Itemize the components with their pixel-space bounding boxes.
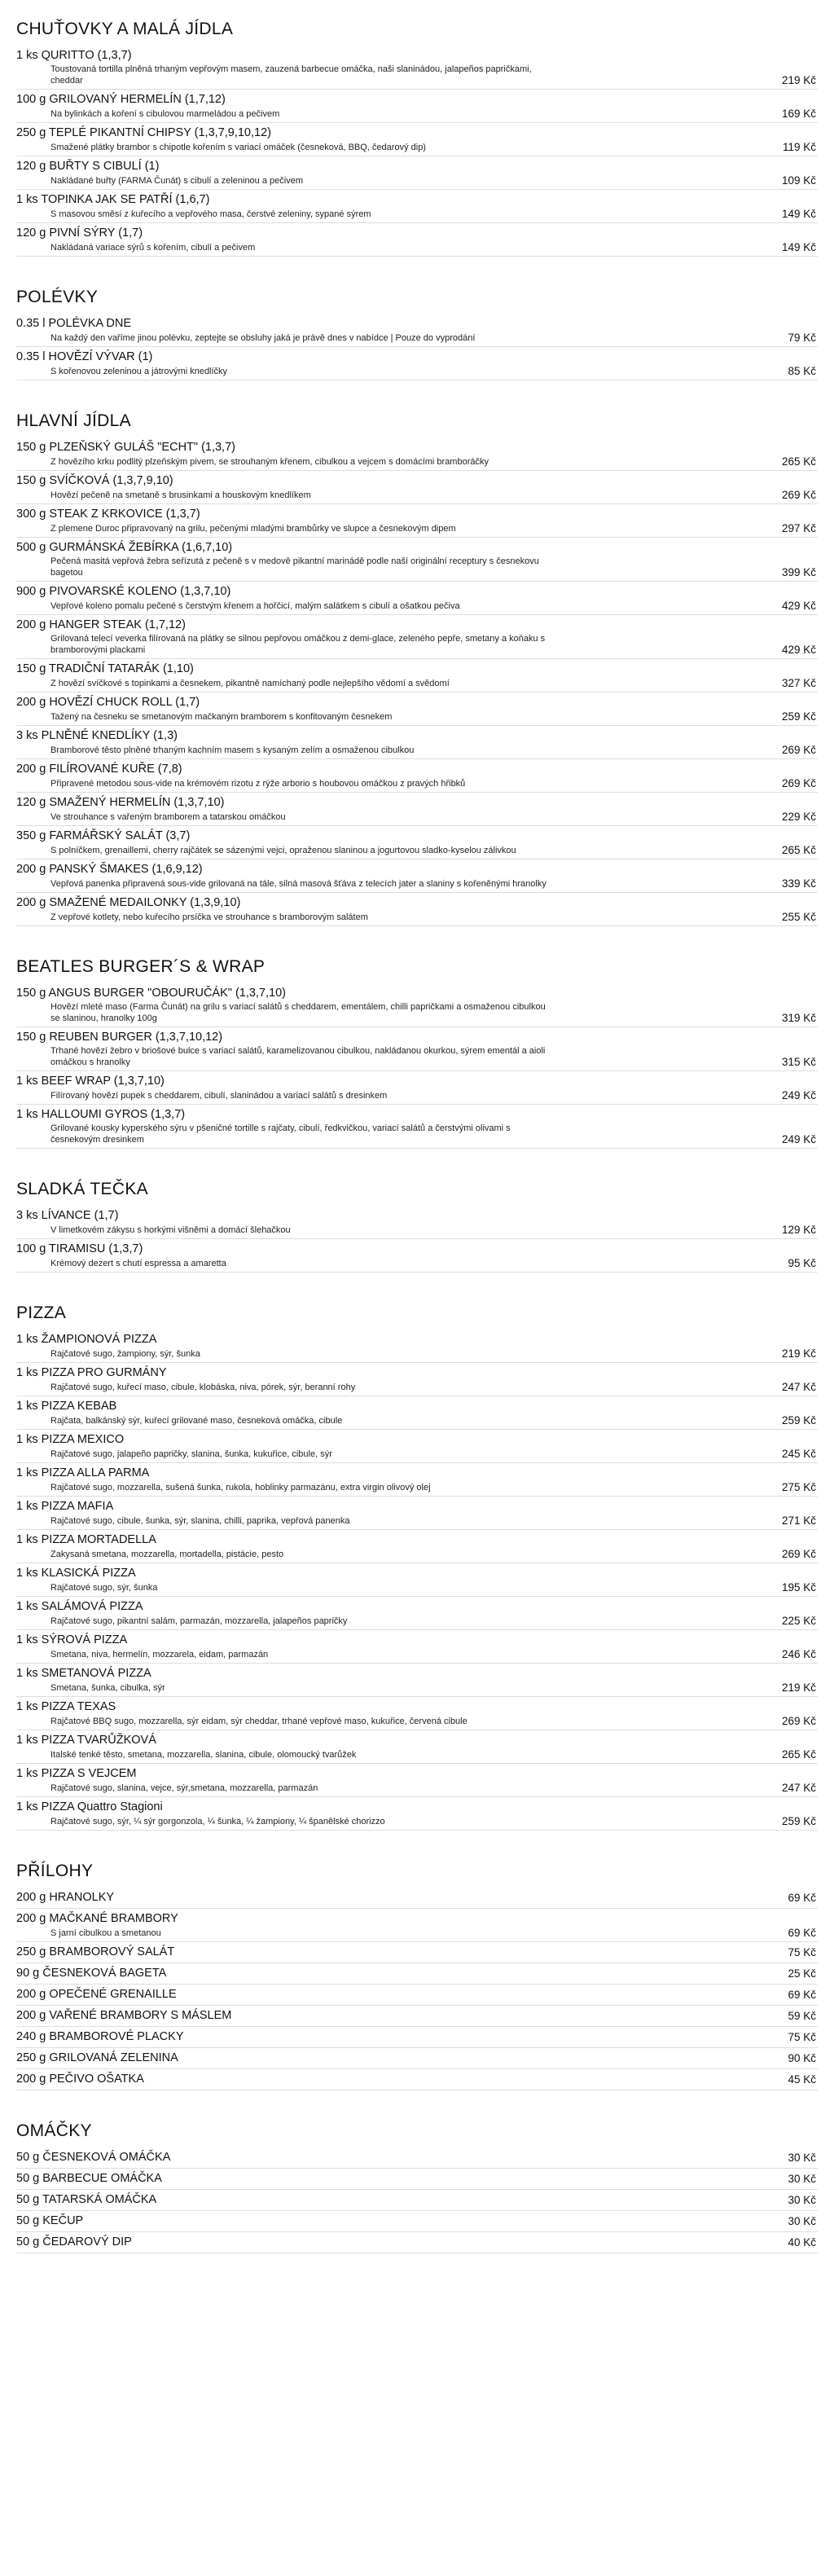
item-price: 247 Kč — [781, 1381, 816, 1393]
item-row — [16, 2213, 818, 2229]
item-description: Rajčatové BBQ sugo, mozzarella, sýr eidam, sýr cheddar, trhané vepřové maso, kukuřice, červená cibule — [50, 1717, 467, 1726]
item-description: Filírovaný hovězí pupek s cheddarem, cibulí, slaninádou a variací salátů s dresinkem — [50, 1091, 388, 1101]
item-row — [16, 1889, 818, 1906]
item-name: 1 ks SMETANOVÁ PIZZA — [16, 1667, 151, 1680]
item-name: 200 g MAČKANÉ BRAMBORY — [16, 1912, 178, 1925]
item-row — [16, 1257, 818, 1269]
item-name: 350 g FARMÁŘSKÝ SALÁT (3,7) — [16, 829, 191, 842]
menu-item — [16, 1730, 818, 1764]
item-price: 25 Kč — [788, 1967, 816, 1980]
item-row — [16, 2170, 818, 2187]
item-row — [16, 108, 818, 120]
menu-item — [16, 471, 818, 504]
item-description: Na bylinkách a koření s cibulovou marmeládou a pečivem — [50, 109, 280, 119]
item-description: Rajčatové sugo, sýr, šunka — [50, 1583, 158, 1593]
item-name: 3 ks LÍVANCE (1,7) — [16, 1209, 119, 1222]
item-name: 1 ks HALLOUMI GYROS (1,3,7) — [16, 1108, 186, 1121]
item-price: 219 Kč — [781, 1347, 816, 1360]
item-name: 150 g REUBEN BURGER (1,3,7,10,12) — [16, 1031, 223, 1044]
menu-item — [16, 1530, 818, 1563]
item-description: Ve strouhance s vařeným bramborem a tatarskou omáčkou — [50, 812, 286, 822]
item-row — [16, 877, 818, 890]
menu-section — [16, 1862, 818, 2090]
item-name: 200 g VAŘENÉ BRAMBORY S MÁSLEM — [16, 2009, 232, 2022]
item-description: Hovězí mleté maso (Farma Čunát) na grilu s variací salátů s cheddarem, ementálem, chilli papričkami a osmaženou cibulkou se slaninou, hranolky 100g — [50, 1002, 546, 1023]
item-name: 1 ks PIZZA ALLA PARMA — [16, 1466, 150, 1479]
item-description: Tažený na česneku se smetanovým mačkaným bramborem s konfitovaným česnekem — [50, 712, 393, 722]
menu-item — [16, 1071, 818, 1105]
item-price: 247 Kč — [781, 1782, 816, 1794]
menu-item — [16, 1105, 818, 1149]
item-description: Rajčata, balkánský sýr, kuřecí grilované maso, česneková omáčka, cibule — [50, 1416, 343, 1426]
item-row — [16, 174, 818, 187]
item-name: 1 ks SALÁMOVÁ PIZZA — [16, 1600, 143, 1613]
item-name: 1 ks PIZZA S VEJCEM — [16, 1767, 137, 1780]
item-price: 269 Kč — [781, 489, 816, 501]
item-price: 269 Kč — [781, 777, 816, 789]
item-name: 50 g KEČUP — [16, 2214, 84, 2227]
item-row — [16, 744, 818, 756]
menu-section — [16, 288, 818, 380]
item-description: Hovězí pečeně na smetaně s brusinkami a houskovým knedlíkem — [50, 490, 311, 500]
item-name: 100 g TIRAMISU (1,3,7) — [16, 1242, 143, 1255]
item-description: Krémový dezert s chutí espressa a amaretta — [50, 1259, 226, 1268]
item-row — [16, 241, 818, 253]
item-row — [16, 1548, 818, 1560]
menu-item — [16, 759, 818, 793]
item-name: 200 g OPEČENÉ GRENAILLE — [16, 1988, 177, 2001]
item-price: 79 Kč — [788, 332, 816, 344]
item-price: 95 Kč — [788, 1257, 816, 1269]
item-name: 200 g HRANOLKY — [16, 1891, 115, 1904]
item-description: Rajčatové sugo, žampiony, sýr, šunka — [50, 1349, 200, 1359]
item-name: 50 g BARBECUE OMÁČKA — [16, 2172, 162, 2185]
item-name: 120 g SMAŽENÝ HERMELÍN (1,3,7,10) — [16, 796, 225, 809]
menu-item — [16, 2006, 818, 2027]
item-row — [16, 141, 818, 153]
item-row — [16, 1001, 818, 1024]
item-name: 120 g BUŘTY S CIBULÍ (1) — [16, 160, 160, 173]
item-price: 275 Kč — [781, 1481, 816, 1493]
menu-item — [16, 692, 818, 726]
item-price: 69 Kč — [788, 1988, 816, 2001]
item-price: 90 Kč — [788, 2051, 816, 2064]
item-name: 1 ks PIZZA PRO GURMÁNY — [16, 1366, 167, 1379]
menu-item — [16, 1430, 818, 1463]
item-description: Nakládaná variace sýrů s kořením, cibulí a pečivem — [50, 243, 256, 253]
item-description: S jarní cibulkou a smetanou — [50, 1928, 161, 1938]
item-row — [16, 600, 818, 612]
item-description: Zakysaná smetana, mozzarella, mortadella, pistácie, pesto — [50, 1550, 284, 1559]
item-row — [16, 1581, 818, 1594]
item-name: 200 g FILÍROVANÉ KUŘE (7,8) — [16, 763, 182, 776]
item-name: 1 ks ŽAMPIONOVÁ PIZZA — [16, 1333, 157, 1346]
menu-item — [16, 1764, 818, 1797]
item-price: 269 Kč — [781, 744, 816, 756]
item-name: 150 g PLZEŇSKÝ GULÁŠ "ECHT" (1,3,7) — [16, 441, 235, 454]
item-name: 200 g HANGER STEAK (1,7,12) — [16, 618, 186, 631]
item-description: Rajčatové sugo, jalapeño papričky, slanina, šunka, kukuřice, cibule, sýr — [50, 1449, 332, 1459]
item-price: 269 Kč — [781, 1715, 816, 1727]
menu-section — [16, 1180, 818, 1273]
item-price: 429 Kč — [781, 644, 816, 656]
item-row — [16, 1481, 818, 1493]
item-row — [16, 2029, 818, 2045]
item-name: 50 g ČESNEKOVÁ OMÁČKA — [16, 2151, 171, 2164]
menu-item — [16, 2169, 818, 2190]
item-price: 339 Kč — [781, 877, 816, 890]
item-price: 149 Kč — [781, 241, 816, 253]
item-name: 900 g PIVOVARSKÉ KOLENO (1,3,7,10) — [16, 585, 231, 598]
menu-item — [16, 1664, 818, 1697]
item-name: 250 g BRAMBOROVÝ SALÁT — [16, 1945, 175, 1958]
item-name: 0.35 l HOVĚZÍ VÝVAR (1) — [16, 350, 153, 363]
item-description: S masovou směsí z kuřecího a vepřového masa, čerstvé zeleniny, sypané sýrem — [50, 209, 371, 219]
menu-item — [16, 1985, 818, 2006]
item-description: Toustovaná tortilla plněná trhaným vepřovým masem, zauzená barbecue omáčka, naši slaninádou, jalapeños papričkami, cheddar — [50, 64, 532, 86]
item-row — [16, 1381, 818, 1393]
menu-item — [16, 893, 818, 926]
menu-item — [16, 1206, 818, 1239]
item-price: 30 Kč — [788, 2151, 816, 2164]
menu-item — [16, 2211, 818, 2232]
item-price: 269 Kč — [781, 1548, 816, 1560]
item-description: Grilovaná telecí veverka filírovaná na plátky se silnou pepřovou omáčkou z demi-glace, zeleného pepře, smetany a koňaku s bramborovými plackami — [50, 634, 546, 655]
item-name: 300 g STEAK Z KRKOVICE (1,3,7) — [16, 508, 200, 521]
item-price: 129 Kč — [781, 1224, 816, 1236]
menu-item — [16, 1563, 818, 1597]
item-name: 150 g ANGUS BURGER "OBOURUČÁK" (1,3,7,10) — [16, 987, 287, 1000]
menu-item — [16, 859, 818, 893]
item-price: 399 Kč — [781, 566, 816, 578]
item-row — [16, 1681, 818, 1694]
menu-item — [16, 223, 818, 257]
item-row — [16, 1089, 818, 1101]
item-row — [16, 556, 818, 578]
menu-item — [16, 2147, 818, 2169]
item-price: 75 Kč — [788, 1945, 816, 1958]
item-name: 1 ks SÝROVÁ PIZZA — [16, 1633, 128, 1646]
item-row — [16, 1123, 818, 1145]
item-row — [16, 1965, 818, 1981]
item-name: 200 g HOVĚZÍ CHUCK ROLL (1,7) — [16, 696, 200, 709]
menu-item — [16, 2027, 818, 2048]
item-price: 75 Kč — [788, 2030, 816, 2043]
item-description: Rajčatové sugo, pikantní salám, parmazán, mozzarella, jalapeños papričky — [50, 1616, 348, 1626]
item-price: 246 Kč — [781, 1648, 816, 1660]
item-price: 30 Kč — [788, 2214, 816, 2227]
item-description: Smažené plátky brambor s chipotle kořením s variací omáček (česneková, BBQ, čedarový dip) — [50, 143, 426, 152]
item-name: 200 g PEČIVO OŠATKA — [16, 2073, 144, 2086]
item-name: 150 g SVÍČKOVÁ (1,3,7,9,10) — [16, 474, 173, 487]
menu-item — [16, 2232, 818, 2253]
menu-item — [16, 347, 818, 380]
menu-item — [16, 1963, 818, 1985]
item-row — [16, 811, 818, 823]
item-name: 200 g PANSKÝ ŠMAKES (1,6,9,12) — [16, 863, 203, 876]
item-row — [16, 64, 818, 86]
item-price: 30 Kč — [788, 2193, 816, 2206]
item-name: 50 g TATARSKÁ OMÁČKA — [16, 2193, 157, 2206]
menu-item — [16, 1597, 818, 1630]
item-name: 150 g TRADIČNÍ TATARÁK (1,10) — [16, 662, 194, 675]
item-row — [16, 2071, 818, 2087]
item-description: Připravené metodou sous-vide na krémovém rizotu z rýže arborio s houbovou omáčkou z pravých hřibků — [50, 779, 466, 789]
item-row — [16, 2149, 818, 2165]
item-row — [16, 208, 818, 220]
item-row — [16, 332, 818, 344]
item-row — [16, 1944, 818, 1960]
item-description: Rajčatové sugo, kuřecí maso, cibule, klobáska, niva, pórek, sýr, beranní rohy — [50, 1383, 356, 1392]
item-row — [16, 1514, 818, 1527]
menu-item — [16, 1942, 818, 1963]
menu-item — [16, 2190, 818, 2211]
item-row — [16, 365, 818, 377]
item-name: 0.35 l POLÉVKA DNE — [16, 317, 132, 330]
menu-item — [16, 1027, 818, 1071]
item-price: 225 Kč — [781, 1615, 816, 1627]
item-name: 50 g ČEDAROVÝ DIP — [16, 2235, 132, 2249]
item-name: 1 ks PIZZA KEBAB — [16, 1400, 117, 1413]
item-description: Trhané hovězí žebro v briošové bulce s variací salátů, karamelizovanou cibulkou, nakládanou okurkou, sýrem ementál a aioli omáčkou s hranolky — [50, 1046, 546, 1067]
item-price: 109 Kč — [781, 174, 816, 187]
item-row — [16, 1782, 818, 1794]
menu-item — [16, 314, 818, 347]
item-row — [16, 1815, 818, 1827]
item-row — [16, 1715, 818, 1727]
item-row — [16, 633, 818, 656]
item-price: 219 Kč — [781, 74, 816, 86]
item-description: Smetana, šunka, cibulka, sýr — [50, 1683, 165, 1693]
item-description: Z hovězí svíčkové s topinkami a česnekem, pikantně namíchaný podle nejlepšího vědomí a svědomí — [50, 679, 450, 688]
menu-item — [16, 659, 818, 692]
menu-item — [16, 504, 818, 538]
item-name: 1 ks TOPINKA JAK SE PATŘÍ (1,6,7) — [16, 193, 210, 206]
item-row — [16, 911, 818, 923]
item-description: Na každý den vaříme jinou polévku, zeptejte se obsluhy jaká je právě dnes v nabídce | Pouze do vyprodání — [50, 333, 476, 343]
section-title: OMÁČKY — [16, 2121, 92, 2140]
menu-item — [16, 1363, 818, 1396]
item-row — [16, 844, 818, 856]
item-description: Z plemene Duroc připravovaný na grilu, pečenými mladými brambůrky ve slupce a česnekovým dipem — [50, 524, 456, 534]
menu-item — [16, 1330, 818, 1363]
item-name: 1 ks PIZZA Quattro Stagioni — [16, 1800, 163, 1813]
item-price: 255 Kč — [781, 911, 816, 923]
item-row — [16, 1448, 818, 1460]
item-price: 85 Kč — [788, 365, 816, 377]
item-name: 240 g BRAMBOROVÉ PLACKY — [16, 2030, 184, 2043]
menu-item — [16, 1909, 818, 1942]
menu-section — [16, 1303, 818, 1831]
item-name: 1 ks KLASICKÁ PIZZA — [16, 1567, 136, 1580]
item-name: 1 ks PIZZA MAFIA — [16, 1500, 114, 1513]
item-row — [16, 1414, 818, 1426]
menu-item — [16, 90, 818, 123]
item-price: 119 Kč — [782, 141, 816, 153]
item-price: 315 Kč — [781, 1056, 816, 1068]
item-name: 120 g PIVNÍ SÝRY (1,7) — [16, 226, 143, 240]
item-price: 45 Kč — [788, 2073, 816, 2086]
menu-item — [16, 615, 818, 659]
menu-section — [16, 20, 818, 257]
menu-section — [16, 2121, 818, 2253]
menu-item — [16, 1630, 818, 1664]
section-title: BEATLES BURGER´S & WRAP — [16, 957, 266, 976]
item-description: S polníčkem, grenaillemi, cherry rajčátek se sázenými vejci, opraženou slaninou a jogurtovou sladko-kyselou zálivkou — [50, 846, 516, 855]
item-description: Z vepřové kotlety, nebo kuřecího prsíčka ve strouhance s bramborovým salátem — [50, 912, 368, 922]
menu-section — [16, 957, 818, 1149]
item-description: Rajčatové sugo, slanina, vejce, sýr,smetana, mozzarella, parmazán — [50, 1783, 318, 1793]
section-title: CHUŤOVKY A MALÁ JÍDLA — [16, 20, 234, 38]
menu-item — [16, 46, 818, 90]
item-description: Smetana, niva, hermelín, mozzarela, eidam, parmazán — [50, 1650, 269, 1659]
section-title: HLAVNÍ JÍDLA — [16, 411, 131, 430]
item-name: 100 g GRILOVANÝ HERMELÍN (1,7,12) — [16, 93, 226, 106]
item-description: V limetkovém zákysu s horkými višněmi a domácí šlehačkou — [50, 1225, 291, 1235]
item-price: 259 Kč — [781, 710, 816, 723]
item-price: 169 Kč — [781, 108, 816, 120]
menu-item — [16, 1396, 818, 1430]
item-price: 229 Kč — [781, 811, 816, 823]
item-row — [16, 710, 818, 723]
menu-item — [16, 2048, 818, 2069]
item-row — [16, 1748, 818, 1761]
item-price: 59 Kč — [788, 2009, 816, 2022]
menu-item — [16, 437, 818, 471]
section-title: POLÉVKY — [16, 288, 99, 306]
item-price: 297 Kč — [781, 522, 816, 534]
item-row — [16, 1045, 818, 1068]
item-row — [16, 489, 818, 501]
item-name: 250 g TEPLÉ PIKANTNÍ CHIPSY (1,3,7,9,10,12) — [16, 126, 271, 139]
item-description: Nakládané buřty (FARMA Čunát) s cibulí a zeleninou a pečivem — [50, 176, 303, 186]
item-description: Bramborové těsto plněné trhaným kachním masem s kysaným zelím a osmaženou cibulkou — [50, 745, 415, 755]
menu-item — [16, 538, 818, 582]
section-title: PIZZA — [16, 1303, 67, 1322]
item-price: 259 Kč — [781, 1815, 816, 1827]
item-description: Rajčatové sugo, cibule, šunka, sýr, slanina, chilli, paprika, vepřová panenka — [50, 1516, 350, 1526]
item-price: 40 Kč — [788, 2235, 816, 2249]
item-name: 1 ks PIZZA TEXAS — [16, 1700, 116, 1713]
item-row — [16, 1224, 818, 1236]
item-price: 429 Kč — [781, 600, 816, 612]
menu-item — [16, 1463, 818, 1497]
item-price: 265 Kč — [781, 844, 816, 856]
item-name: 250 g GRILOVANÁ ZELENINA — [16, 2051, 178, 2064]
menu-item — [16, 1497, 818, 1530]
item-row — [16, 2234, 818, 2250]
menu-section — [16, 411, 818, 926]
item-description: S kořenovou zeleninou a játrovými knedlíčky — [50, 367, 228, 376]
item-price: 219 Kč — [781, 1681, 816, 1694]
item-price: 195 Kč — [781, 1581, 816, 1594]
item-name: 90 g ČESNEKOVÁ BAGETA — [16, 1967, 167, 1980]
menu-item — [16, 582, 818, 615]
section-title: SLADKÁ TEČKA — [16, 1180, 148, 1198]
item-row — [16, 1648, 818, 1660]
item-row — [16, 1615, 818, 1627]
item-name: 1 ks PIZZA MORTADELLA — [16, 1533, 156, 1546]
item-price: 249 Kč — [781, 1089, 816, 1101]
item-name: 1 ks BEEF WRAP (1,3,7,10) — [16, 1075, 165, 1088]
item-description: Vepřové koleno pomalu pečené s čerstvým křenem a hořčicí, malým salátkem s cibulí a ošatkou pečiva — [50, 601, 460, 611]
menu-item — [16, 1697, 818, 1730]
item-description: Rajčatové sugo, mozzarella, sušená šunka, rukola, hoblinky parmazánu, extra virgin olivový olej — [50, 1483, 431, 1492]
item-name: 3 ks PLNĚNÉ KNEDLÍKY (1,3) — [16, 729, 178, 742]
item-row — [16, 2050, 818, 2066]
item-description: Pečená masitá vepřová žebra seřízutá z pečeně s v medově pikantní marinádě podle naší originální receptury s česnekovu bagetou — [50, 556, 539, 578]
item-name: 200 g SMAŽENÉ MEDAILONKY (1,3,9,10) — [16, 896, 241, 909]
menu-item — [16, 2069, 818, 2090]
item-price: 265 Kč — [781, 455, 816, 468]
item-name: 500 g GURMÁNSKÁ ŽEBÍRKA (1,6,7,10) — [16, 541, 233, 554]
item-description: Italské tenké těsto, smetana, mozzarella, slanina, cibule, olomoucký tvarůžek — [50, 1750, 357, 1760]
item-price: 319 Kč — [781, 1012, 816, 1024]
item-description: Z hovězího krku podlitý plzeňským pivem, se strouhaným křenem, cibulkou a vejcem s domácími bramboráčky — [50, 457, 489, 467]
item-price: 69 Kč — [788, 1891, 816, 1904]
item-price: 259 Kč — [781, 1414, 816, 1426]
item-row — [16, 777, 818, 789]
item-price: 149 Kč — [781, 208, 816, 220]
menu-item — [16, 983, 818, 1027]
item-description: Vepřová panenka připravená sous-vide grilovaná na tále, silná masová šťáva z telecích jater a slaniny s kořeněnými hranolky — [50, 879, 546, 889]
item-price: 271 Kč — [781, 1514, 816, 1527]
item-row — [16, 677, 818, 689]
item-price: 245 Kč — [781, 1448, 816, 1460]
item-name: 1 ks PIZZA TVARŮŽKOVÁ — [16, 1734, 156, 1747]
menu-item — [16, 826, 818, 859]
item-row — [16, 1927, 818, 1939]
item-row — [16, 1347, 818, 1360]
item-price: 69 Kč — [788, 1927, 816, 1939]
item-price: 249 Kč — [781, 1133, 816, 1145]
item-description: Rajčatové sugo, sýr, ¼ sýr gorgonzola, ¼ šunka, ¼ žampiony, ¼ španělské chorizzo — [50, 1817, 385, 1826]
menu-item — [16, 1797, 818, 1831]
menu-item — [16, 1239, 818, 1273]
item-price: 327 Kč — [781, 677, 816, 689]
item-row — [16, 2191, 818, 2208]
item-row — [16, 455, 818, 468]
item-price: 30 Kč — [788, 2172, 816, 2185]
menu-item — [16, 726, 818, 759]
item-name: 1 ks PIZZA MEXICO — [16, 1433, 125, 1446]
item-row — [16, 522, 818, 534]
menu-item — [16, 1888, 818, 1909]
menu-item — [16, 123, 818, 156]
item-row — [16, 2007, 818, 2024]
section-title: PŘÍLOHY — [16, 1862, 94, 1880]
menu-item — [16, 190, 818, 223]
menu-item — [16, 793, 818, 826]
item-price: 265 Kč — [781, 1748, 816, 1761]
item-name: 1 ks QURITTO (1,3,7) — [16, 49, 132, 62]
item-description: Grilované kousky kyperského sýru v pšeničné tortille s rajčaty, cibulí, ředkvičkou, variací salátů a čerstvými olivami s česnekovým dresinkem — [50, 1123, 511, 1145]
menu-item — [16, 156, 818, 190]
item-row — [16, 1986, 818, 2002]
